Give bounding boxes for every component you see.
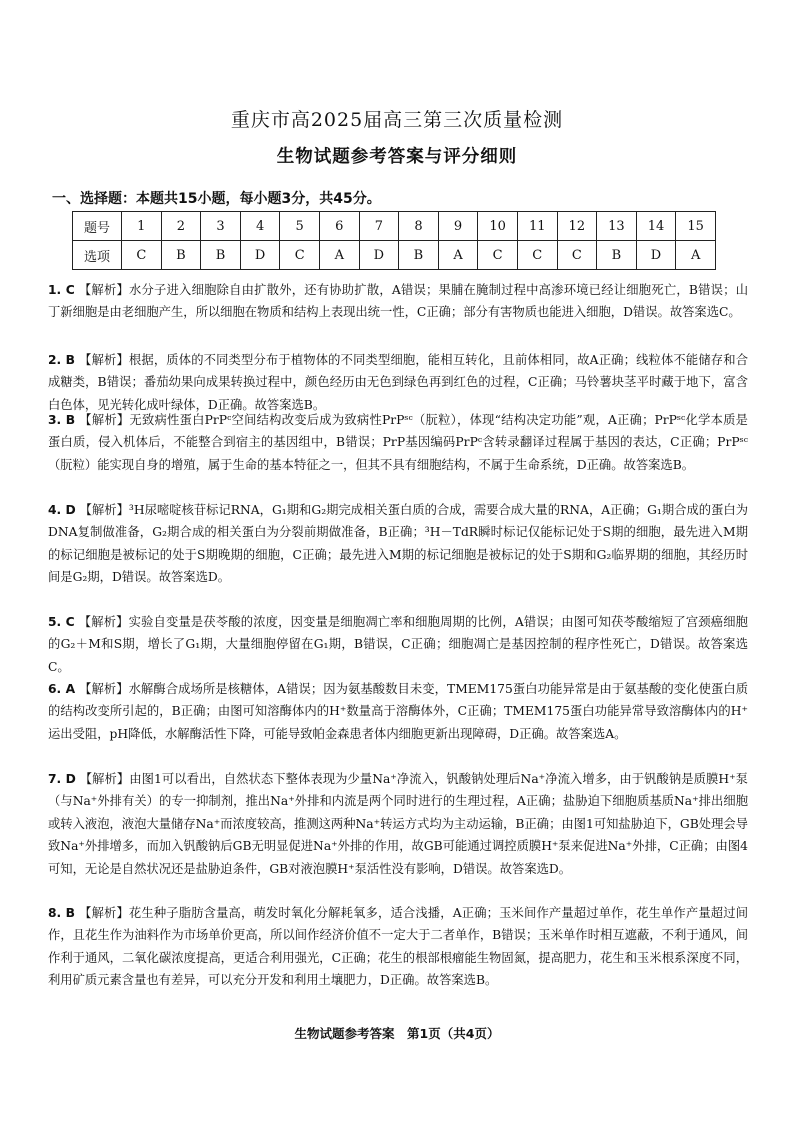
table-cell: 3 xyxy=(201,212,241,241)
section-heading: 一、选择题：本题共15小题，每小题3分，共45分。 xyxy=(52,191,381,207)
table-cell: 7 xyxy=(359,212,399,241)
explanation-text: 【解析】实验自变量是茯苓酸的浓度，因变量是细胞凋亡率和细胞周期的比例，A错误；由图可知茯苓酸缩短了宫颈癌细胞的G₂＋M和S期，增长了G₁期，大量细胞停留在G₁期，B错误，C正确；细胞凋亡是基因控制的程序性死亡，D错误。故答案选C。 xyxy=(48,615,748,674)
explanation-text: 【解析】由图1可以看出，自然状态下整体表现为少量Na⁺净流入，钒酸钠处理后Na⁺净流入增多，由于钒酸钠是质膜H⁺泵（与Na⁺外排有关）的专一抑制剂，推出Na⁺外排和内流是两个同时进行的生理过程，A正确；盐胁迫下细胞质基质Na⁺排出细胞或转入液泡，液泡大量储存Na⁺而浓度较高，推测这两种Na⁺转运方式均为主动运输，B正确；由图1可知盐胁迫下，GB处理会导致Na⁺外排增多，而加入钒酸钠后GB无明显促进Na⁺外排的作用，故GB可能通过调控质膜H⁺泵来促进Na⁺外排，C正确；由图4可知，无论是自然状况还是盐胁迫条件，GB对液泡膜H⁺泵活性没有影响，D错误。故答案选D。 xyxy=(48,772,748,876)
table-cell: C xyxy=(517,241,557,270)
table-cell: C xyxy=(280,241,320,270)
question-explanation-1 xyxy=(48,279,748,324)
table-cell: C xyxy=(122,241,162,270)
question-explanation-8 xyxy=(48,902,748,992)
table-cell: B xyxy=(399,241,439,270)
table-cell: 4 xyxy=(240,212,280,241)
table-cell: D xyxy=(359,241,399,270)
table-cell: 2 xyxy=(161,212,201,241)
question-number: 5. C xyxy=(48,615,75,629)
question-explanation-4 xyxy=(48,499,748,589)
answer-table xyxy=(72,211,716,270)
document-title: 重庆市高2025届高三第三次质量检测 xyxy=(230,109,564,131)
question-number: 2. B xyxy=(48,353,76,367)
table-cell: D xyxy=(636,241,676,270)
question-explanation-3 xyxy=(48,409,748,476)
table-row-label: 选项 xyxy=(73,241,122,270)
table-cell: A xyxy=(676,241,716,270)
answer-table-number-row xyxy=(73,212,716,241)
question-number: 7. D xyxy=(48,772,76,786)
question-explanation-7 xyxy=(48,768,748,880)
answer-table-answer-row xyxy=(73,241,716,270)
question-explanation-5 xyxy=(48,611,748,678)
table-cell: 6 xyxy=(319,212,359,241)
table-row-label: 题号 xyxy=(73,212,122,241)
table-cell: 15 xyxy=(676,212,716,241)
page-footer: 生物试题参考答案 第1页（共4页） xyxy=(294,1026,500,1041)
table-cell: 1 xyxy=(122,212,162,241)
table-cell: 5 xyxy=(280,212,320,241)
question-number: 6. A xyxy=(48,682,76,696)
table-cell: 10 xyxy=(478,212,518,241)
explanation-text: 【解析】无致病性蛋白PrPᶜ空间结构改变后成为致病性PrPˢᶜ（朊粒），体现“结构决定功能”观，A正确；PrPˢᶜ化学本质是蛋白质，侵入机体后，不能整合到宿主的基因组中，B错误；PrP基因编码PrPᶜ含转录翻译过程属于基因的表达，C正确；PrPˢᶜ（朊粒）能实现自身的增殖，属于生命的基本特征之一，但其不具有细胞结构，不属于生命系统，D正确。故答案选B。 xyxy=(48,413,748,472)
explanation-text: 【解析】水分子进入细胞除自由扩散外，还有协助扩散，A错误；果脯在腌制过程中高渗环境已经让细胞死亡，B错误；山丁新细胞是由老细胞产生，所以细胞在物质和结构上表现出统一性，C正确；部分有害物质也能进入细胞，D错误。故答案选C。 xyxy=(48,283,748,320)
question-number: 4. D xyxy=(48,503,76,517)
table-cell: C xyxy=(478,241,518,270)
table-cell: B xyxy=(161,241,201,270)
table-cell: 11 xyxy=(517,212,557,241)
explanation-text: 【解析】³H尿嘧啶核苷标记RNA，G₁期和G₂期完成相关蛋白质的合成，需要合成大量的RNA，A正确；G₁期合成的蛋白为DNA复制做准备，G₂期合成的相关蛋白为分裂前期做准备，B正确；³H－TdR瞬时标记仅能标记处于S期的细胞，最先进入M期的标记细胞是被标记的处于S期晚期的细胞，C正确；最先进入M期的标记细胞是被标记的处于S期和G₂临界期的细胞，其经历时间是G₂期，D错误。故答案选D。 xyxy=(48,503,749,585)
question-number: 3. B xyxy=(48,413,76,427)
table-cell: 9 xyxy=(438,212,478,241)
question-number: 1. C xyxy=(48,283,75,297)
explanation-text: 【解析】花生种子脂肪含量高，萌发时氧化分解耗氧多，适合浅播，A正确；玉米间作产量超过单作，花生单作产量超过间作，且花生作为油料作为市场单价更高，所以间作经济价值不一定大于二者单作，B错误；玉米单作时相互遮蔽，不利于通风，间作利于通风，二氧化碳浓度提高，更适合利用强光，C正确；花生的根部根瘤能生物固氮，提高肥力，花生和玉米根系深度不同，利用矿质元素含量也有差异，可以充分开发和利用土壤肥力，D正确。故答案选B。 xyxy=(48,906,748,988)
table-cell: D xyxy=(240,241,280,270)
table-cell: B xyxy=(201,241,241,270)
table-cell: 13 xyxy=(597,212,637,241)
explanation-text: 【解析】水解酶合成场所是核糖体，A错误；因为氨基酸数目未变，TMEM175蛋白功能异常是由于氨基酸的变化使蛋白质的结构改变所引起的，B正确；由图可知溶酶体内的H⁺数量高于溶酶体外，C正确；TMEM175蛋白功能异常导致溶酶体内的H⁺运出受阻，pH降低，水解酶活性下降，可能导致帕金森患者体内细胞更新出现障碍，D正确。故答案选A。 xyxy=(48,682,748,741)
explanation-text: 【解析】根据，质体的不同类型分布于植物体的不同类型细胞，能相互转化，且前体相同，故A正确；线粒体不能储存和合成糖类，B错误；番茄幼果向成果转换过程中，颜色经历由无色到绿色再到红色的过程，C正确；马铃薯块茎平时藏于地下，富含白色体，见光转化成叶绿体，D正确。故答案选B。 xyxy=(48,353,748,412)
table-cell: A xyxy=(319,241,359,270)
table-cell: 12 xyxy=(557,212,597,241)
table-cell: B xyxy=(597,241,637,270)
document-subtitle: 生物试题参考答案与评分细则 xyxy=(276,147,518,167)
question-explanation-2 xyxy=(48,349,748,416)
table-cell: C xyxy=(557,241,597,270)
table-cell: A xyxy=(438,241,478,270)
table-cell: 14 xyxy=(636,212,676,241)
question-explanation-6 xyxy=(48,678,748,745)
question-number: 8. B xyxy=(48,906,76,920)
table-cell: 8 xyxy=(399,212,439,241)
